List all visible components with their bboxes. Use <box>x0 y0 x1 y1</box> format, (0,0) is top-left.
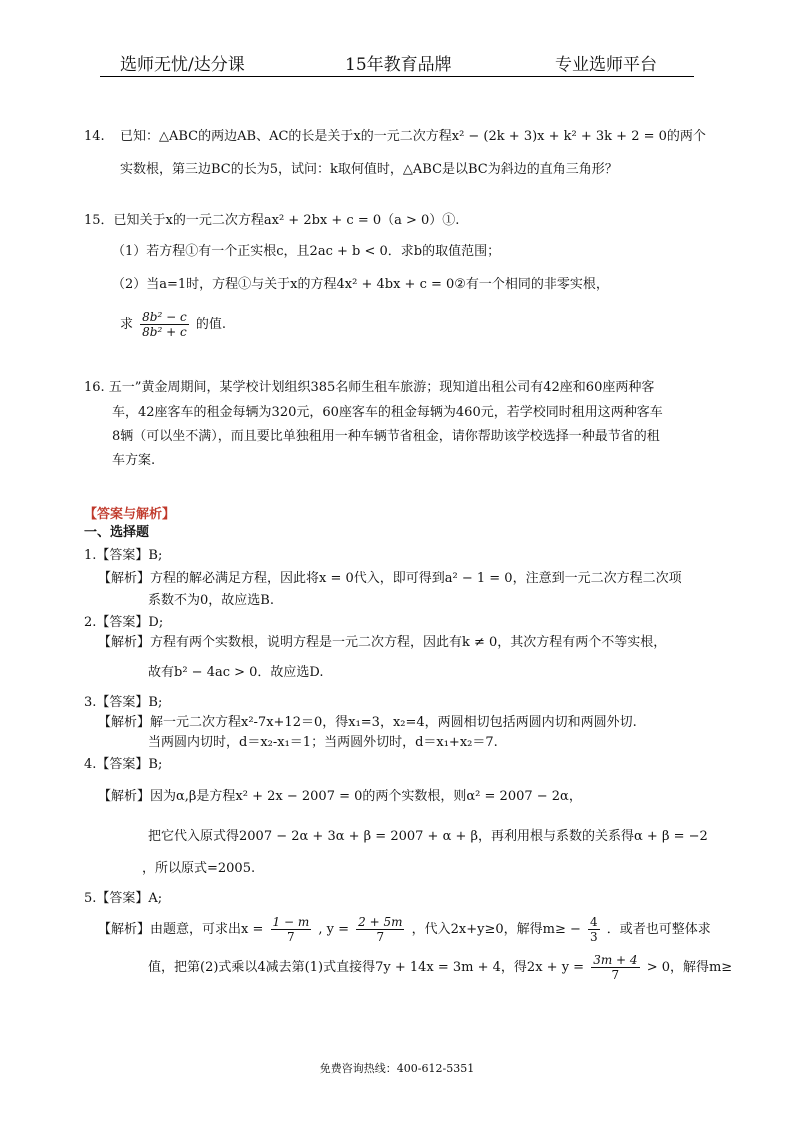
q14-number: 14. <box>84 129 105 144</box>
q15-frac-num: 8b² − c <box>142 310 187 324</box>
q16-line1: 16. 五一”黄金周期间，某学校计划组织385名师生租车旅游；现知道出租公司有42座和60座两种客 <box>84 380 655 395</box>
q15-ask-tail: 的值. <box>195 317 226 332</box>
footer-hotline: 免费咨询热线：400-612-5351 <box>319 1062 475 1075</box>
a5-fy-num: 2 + 5m <box>358 915 403 929</box>
header-platform: 专业选师平台 <box>555 55 657 75</box>
answer-2: 2.【答案】D; <box>84 615 164 630</box>
q15-line1: 15．已知关于x的一元二次方程ax² + 2bx + c = 0（a > 0）①. <box>84 213 460 228</box>
a5-text-e: 值，把第(2)式乘以4减去第(1)式直接得7y + 14x = 3m + 4，得2x + y = <box>148 960 585 975</box>
page-header <box>100 44 694 77</box>
answer-3-explain-1: 【解析】解一元二次方程x²-7x+12＝0，得x₁=3，x₂=4，两圆相切包括两圆内切和两圆外切. <box>98 715 637 730</box>
answer-3: 3.【答案】B; <box>84 695 163 710</box>
a5-fm-num: 4 <box>590 915 598 929</box>
answer-3-explain-2: 当两圆内切时，d＝x₂-x₁＝1；当两圆外切时，d＝x₁+x₂＝7. <box>148 735 498 750</box>
a5-text-c: ，代入2x+y≥0，解得m≥ − <box>411 922 581 937</box>
q16-line4: 车方案. <box>112 453 156 468</box>
a5-text-f: > 0，解得m≥ <box>646 960 733 975</box>
q16-line2: 车，42座客车的租金每辆为320元，60座客车的租金每辆为460元，若学校同时租用这两种客车 <box>112 405 663 420</box>
q14-line1: 已知：△ABC的两边AB、AC的长是关于x的一元二次方程x² − (2k + 3)x + k² + 3k + 2 = 0的两个 <box>120 129 706 144</box>
a5-fraction-x <box>271 915 312 944</box>
answer-4: 4.【答案】B; <box>84 757 163 772</box>
a5-fx-num: 1 − m <box>272 915 310 929</box>
q15-fraction <box>140 310 189 339</box>
a5-text-b: , y = <box>318 922 349 937</box>
answer-1-explain-2: 系数不为0，故应选B. <box>148 593 274 608</box>
a5-fraction-m <box>588 915 600 944</box>
q15-ask-label: 求 <box>120 317 134 332</box>
a5-text-a: 【解析】由题意，可求出x = <box>98 922 264 937</box>
answer-4-explain-2: 把它代入原式得2007 − 2α + 3α + β = 2007 + α + β，再利用根与系数的关系得α + β = −2 <box>148 829 708 844</box>
a5-fraction-sum <box>591 953 639 982</box>
answer-4-explain-1: 【解析】因为α,β是方程x² + 2x − 2007 = 0的两个实数根，则α² = 2007 − 2α， <box>98 789 582 804</box>
q14-line2: 实数根，第三边BC的长为5，试问：k取何值时，△ABC是以BC为斜边的直角三角形？ <box>120 162 618 177</box>
answer-1: 1.【答案】B; <box>84 548 163 563</box>
a5-fs-den: 7 <box>611 968 620 982</box>
answer-2-explain-2: 故有b² − 4ac > 0．故应选D. <box>148 665 324 680</box>
a5-fm-den: 3 <box>590 930 598 944</box>
answers-title: 【答案与解析】 <box>84 507 176 522</box>
q15-ask <box>120 308 226 342</box>
q16-line3: 8辆（可以坐不满），而且要比单独租用一种车辆节省租金，请你帮助该学校选择一种最节省的租 <box>112 429 660 444</box>
answer-5: 5.【答案】A; <box>84 891 163 906</box>
q15-part1: （1）若方程①有一个正实根c，且2ac + b < 0．求b的取值范围； <box>112 244 501 259</box>
a5-fraction-y <box>356 915 404 944</box>
answer-1-explain-1: 【解析】方程的解必满足方程，因此将x = 0代入，即可得到a² − 1 = 0，注意到一元二次方程二次项 <box>98 571 682 586</box>
answer-2-explain-1: 【解析】方程有两个实数根，说明方程是一元二次方程，因此有k ≠ 0，其次方程有两个不等实根， <box>98 635 667 650</box>
a5-fs-num: 3m + 4 <box>593 953 638 967</box>
a5-fx-den: 7 <box>287 930 295 944</box>
q15-part2: （2）当a=1时，方程①与关于x的方程4x² + 4bx + c = 0②有一个相同的非零实根， <box>112 277 609 292</box>
answer-4-explain-3: ，所以原式=2005. <box>142 861 256 876</box>
q15-frac-den: 8b² + c <box>142 325 187 339</box>
section-heading: 一、选择题 <box>84 525 150 540</box>
a5-fy-den: 7 <box>376 930 385 944</box>
answer-5-explain-2 <box>148 950 732 986</box>
answer-5-explain-1 <box>98 912 711 948</box>
header-slogan: 15年教育品牌 <box>345 55 452 75</box>
a5-text-d: ．或者也可整体求 <box>606 922 711 937</box>
header-brand: 选师无忧/达分课 <box>120 55 245 75</box>
